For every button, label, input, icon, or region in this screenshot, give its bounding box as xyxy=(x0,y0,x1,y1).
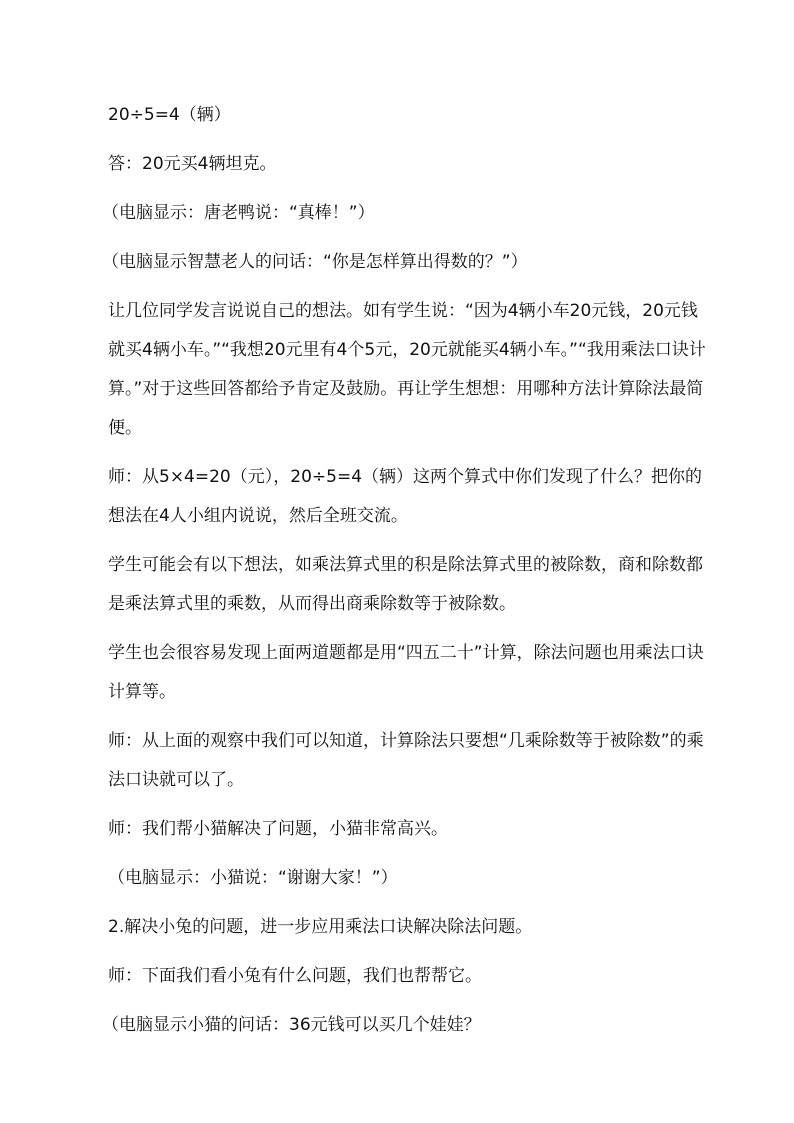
paragraph-teacher-conclusion: 师：从上面的观察中我们可以知道，计算除法只要想“几乘除数等于被除数”的乘法口诀就可以了。 xyxy=(108,731,704,790)
paragraph-student-ideas-product-dividend: 学生可能会有以下想法，如乘法算式里的积是除法算式里的被除数，商和除数都是乘法算式里的乘数，从而得出商乘除数等于被除数。 xyxy=(108,555,703,614)
paragraph-teacher-rabbit-problem: 师：下面我们看小兔有什么问题，我们也帮帮它。 xyxy=(108,966,482,986)
paragraph-students-share-ideas: 让几位同学发言说说自己的想法。如有学生说：“因为4辆小车20元钱，20元钱就买4辆小车。”“我想20元里有4个5元，20元就能买4辆小车。”“我用乘法口诀计算。”对于这些回答都给予肯定及鼓励。再让学生想想：用哪种方法计算除法最简便。 xyxy=(108,301,706,438)
paragraph-computer-display-donald: （电脑显示：唐老鸭说：“真棒！”） xyxy=(102,203,375,223)
paragraph-answer: 答：20元买4辆坦克。 xyxy=(108,154,277,174)
paragraph-teacher-compare-equations: 师：从5×4=20（元），20÷5=4（辆）这两个算式中你们发现了什么？把你的想法在4人小组内说说，然后全班交流。 xyxy=(108,467,703,526)
paragraph-section-rabbit-problem: 2.解决小兔的问题，进一步应用乘法口诀解决除法问题。 xyxy=(108,917,533,937)
paragraph-computer-display-kitten-thanks: （电脑显示：小猫说：“谢谢大家！”） xyxy=(108,868,398,888)
paragraph-division-equation: 20÷5=4（辆） xyxy=(108,105,231,125)
paragraph-student-multiplication-rhyme: 学生也会很容易发现上面两道题都是用“四五二十”计算，除法问题也用乘法口诀计算等。 xyxy=(108,643,704,702)
paragraph-computer-display-kitten-question: （电脑显示小猫的问话：36元钱可以买几个娃娃？ xyxy=(102,1015,481,1035)
document-body xyxy=(102,96,708,1055)
paragraph-teacher-kitten-happy: 师：我们帮小猫解决了问题，小猫非常高兴。 xyxy=(108,819,448,839)
paragraph-computer-display-wise-elder: （电脑显示智慧老人的问话：“你是怎样算出得数的？”） xyxy=(102,252,528,272)
